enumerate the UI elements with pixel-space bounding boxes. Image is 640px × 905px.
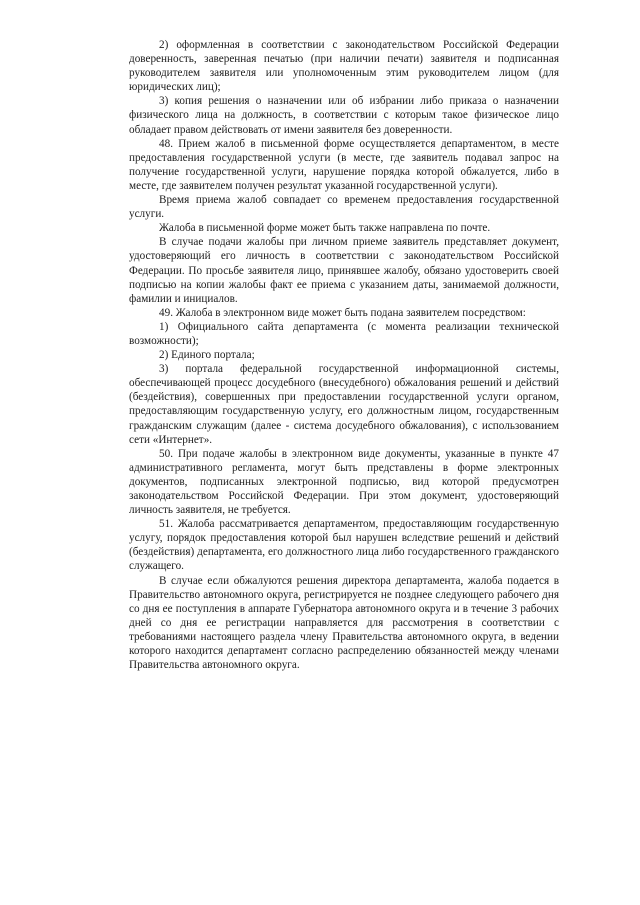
- list-item-official-site: 1) Официального сайта департамента (с момента реализации технической возможности);: [129, 320, 559, 347]
- document-page: [129, 38, 559, 672]
- paragraph-reception-time: Время приема жалоб совпадает со временем предоставления государственной услуги.: [129, 194, 559, 221]
- paragraph-power-of-attorney: 2) оформленная в соответствии с законодательством Российской Федерации доверенность, заверенная печатью (при наличии печати) заявителя и подписанная руководителем заявителя или уполномоченным этим руководителем лицом (для юридических лиц);: [129, 39, 559, 94]
- list-item-unified-portal: 2) Единого портала;: [159, 349, 255, 362]
- paragraph-director-decisions: В случае если обжалуются решения директора департамента, жалоба подается в Правительство автономного округа, регистрируется не позднее следующего рабочего дня со дня ее поступления в аппарате Губернатора автономного округа и в течение 3 рабочих дней со дня ее регистрации направляется для рассмотрения в соответствии с требованиями настоящего раздела члену Правительства автономного округа, в ведении которого находится департамент согласно распределению обязанностей между членами Правительства автономного округа.: [129, 574, 559, 672]
- paragraph-appointment-copy: 3) копия решения о назначении или об избрании либо приказа о назначении физического лица на должность, в соответствии с которым такое физическое лицо обладает правом действовать от имени заявителя без доверенности.: [129, 95, 559, 136]
- paragraph-50-electronic-documents: 50. При подаче жалобы в электронном виде документы, указанные в пункте 47 административного регламента, могут быть представлены в форме электронных документов, подписанных электронной подписью, вид которой предусмотрен законодательством Российской Федерации. При этом документ, удостоверяющий личность заявителя, не требуется.: [129, 447, 559, 517]
- paragraph-49-electronic: 49. Жалоба в электронном виде может быть подана заявителем посредством:: [159, 306, 526, 319]
- paragraph-51-consideration: 51. Жалоба рассматривается департаментом, предоставляющим государственную услугу, порядок предоставления которой был нарушен вследствие решений и действий (бездействия) департамента, его должностного лица либо государственного гражданского служащего.: [129, 518, 559, 573]
- paragraph-personal-reception: В случае подачи жалобы при личном приеме заявитель представляет документ, удостоверяющий его личность в соответствии с законодательством Российской Федерации. По просьбе заявителя лицо, принявшее жалобу, обязано удостоверить своей подписью на копии жалобы факт ее приема с указанием даты, занимаемой должности, фамилии и инициалов.: [129, 236, 559, 305]
- paragraph-48-written-complaints: 48. Прием жалоб в письменной форме осуществляется департаментом, в месте предоставления государственной услуги (в месте, где заявитель подавал запрос на получение государственной услуги, нарушение порядка которой обжалуется, либо в месте, где заявителем получен результат указанной государственной услуги).: [129, 137, 559, 192]
- list-item-federal-portal: 3) портала федеральной государственной информационной системы, обеспечивающей процесс досудебного (внесудебного) обжалования решений и действий (бездействия), совершенных при предоставлении государственной услуги органом, предоставляющим государственную услугу, его должностным лицом, государственным гражданским служащим (далее - система досудебного обжалования), с использованием сети «Интернет».: [129, 363, 559, 446]
- paragraph-by-mail: Жалоба в письменной форме может быть также направлена по почте.: [159, 222, 491, 235]
